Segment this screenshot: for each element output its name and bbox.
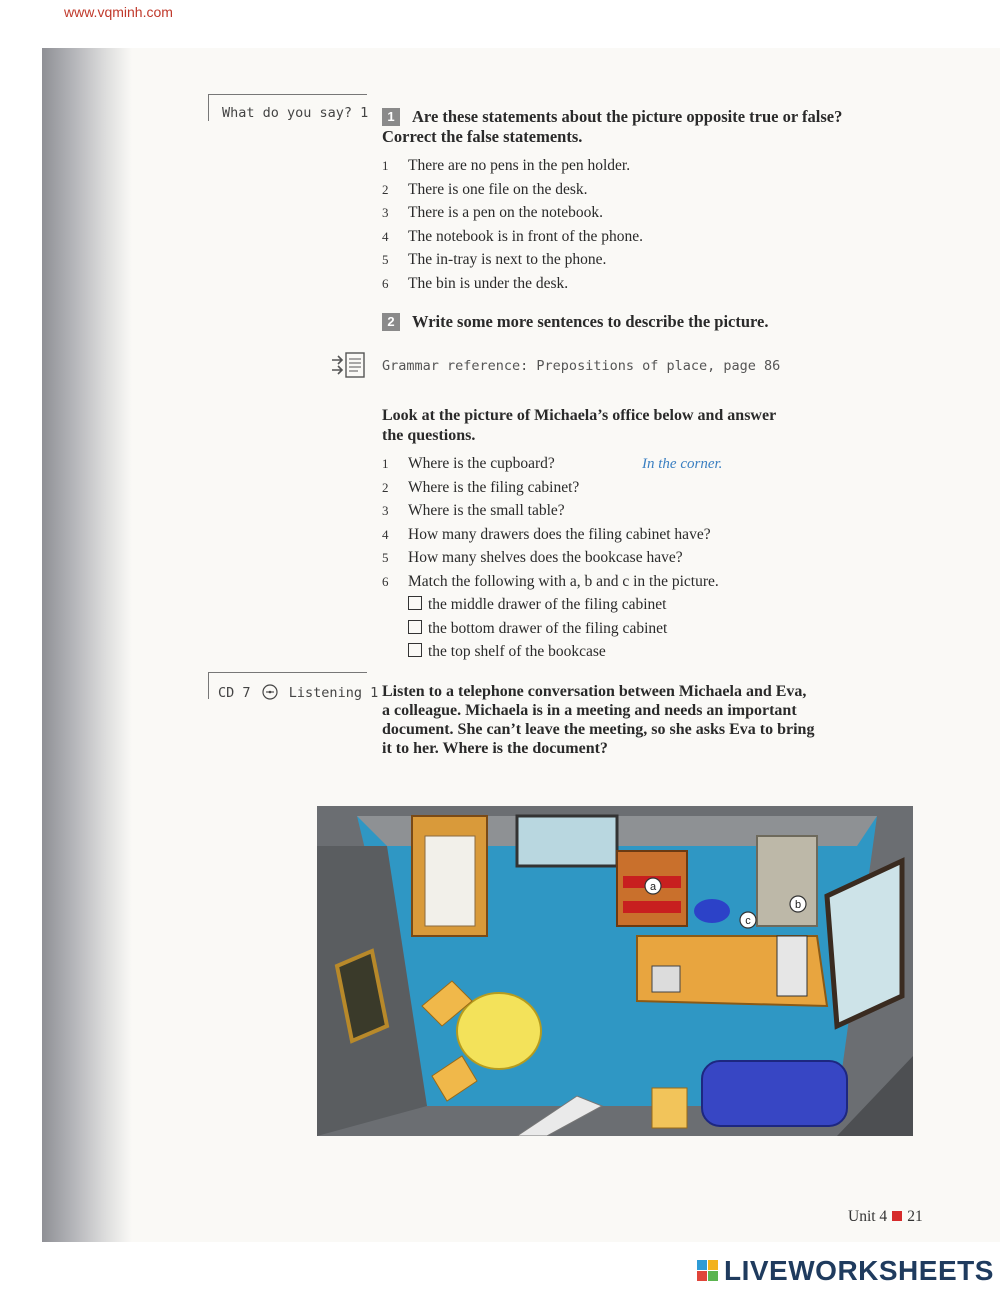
question-item <box>382 572 902 596</box>
page-footer <box>848 1208 923 1226</box>
exercise-2-heading <box>382 312 902 332</box>
liveworksheets-brand[interactable]: LIVEWORKSHEETS <box>724 1255 994 1286</box>
window-top <box>517 816 617 866</box>
listening-line: document. She can’t leave the meeting, so she asks Eva to bring <box>382 721 815 738</box>
item-number: 6 <box>382 573 389 589</box>
exercise-2-heading-text: Write some more sentences to describe the picture. <box>412 312 769 331</box>
example-answer: In the corner. <box>642 456 723 472</box>
exercise-1-heading-line2: Correct the false statements. <box>382 127 583 146</box>
sofa <box>702 1061 847 1126</box>
statement-item <box>382 274 882 298</box>
match-option <box>408 642 828 666</box>
item-number: 6 <box>382 275 389 291</box>
questions-intro-line2: the questions. <box>382 427 476 444</box>
exercise-1-heading-line1: Are these statements about the picture opposite true or false? <box>412 107 843 126</box>
grammar-reference-text: Grammar reference: Prepositions of place, page 86 <box>382 358 781 374</box>
question-text: Match the following with a, b and c in the picture. <box>408 572 719 590</box>
small-table <box>652 1088 687 1128</box>
statement-item <box>382 227 882 251</box>
listening-line: it to her. Where is the document? <box>382 740 608 757</box>
grammar-reference-icon <box>330 350 368 380</box>
statement-text: There are no pens in the pen holder. <box>408 157 631 174</box>
side-label-what-do-you-say: What do you say? 1 <box>222 105 369 121</box>
item-number: 4 <box>382 526 389 542</box>
book-spine-shadow <box>42 48 132 1242</box>
statement-item <box>382 156 882 180</box>
statement-text: There is a pen on the notebook. <box>408 204 603 221</box>
match-checkbox[interactable] <box>408 620 422 634</box>
exercise-number-badge: 1 <box>382 108 400 126</box>
match-option-text: the middle drawer of the filing cabinet <box>428 596 667 613</box>
match-options <box>408 595 828 666</box>
office-picture <box>317 806 913 1136</box>
unit-label: Unit 4 <box>848 1208 888 1225</box>
question-item <box>382 478 902 502</box>
cd-label: CD 7 <box>218 685 251 701</box>
statement-text: The notebook is in front of the phone. <box>408 227 644 245</box>
question-item <box>382 548 902 572</box>
question-text: Where is the cupboard? <box>408 455 555 472</box>
red-square-icon <box>892 1211 902 1221</box>
item-number: 1 <box>382 158 389 173</box>
questions-intro <box>382 406 882 446</box>
item-number: 5 <box>382 550 389 565</box>
question-item <box>382 454 902 478</box>
cd-icon <box>262 684 278 700</box>
statement-item <box>382 250 882 274</box>
question-text: Where is the small table? <box>408 502 565 519</box>
item-number: 2 <box>382 479 389 495</box>
liveworksheets-logo-icon <box>697 1260 719 1282</box>
label-b: b <box>794 899 802 911</box>
label-a: a <box>649 881 657 893</box>
statement-text: The bin is under the desk. <box>408 274 569 292</box>
listening-instructions <box>382 682 902 758</box>
exercise-1-statements <box>382 156 882 297</box>
match-checkbox[interactable] <box>408 596 422 610</box>
listening-label: Listening 1 <box>288 685 379 701</box>
statement-text: There is one file on the desk. <box>408 180 588 198</box>
question-item <box>382 501 902 525</box>
item-number: 2 <box>382 181 389 197</box>
question-item <box>382 525 902 549</box>
item-number: 3 <box>382 205 389 220</box>
match-checkbox[interactable] <box>408 643 422 657</box>
statement-text: The in-tray is next to the phone. <box>408 251 607 268</box>
item-number: 3 <box>382 503 389 518</box>
question-text: How many shelves does the bookcase have? <box>408 549 683 566</box>
question-text: Where is the filing cabinet? <box>408 478 580 496</box>
page-number: 21 <box>907 1208 923 1225</box>
round-table <box>457 993 541 1069</box>
office-chair <box>694 899 730 923</box>
match-option <box>408 595 828 619</box>
listening-line: a colleague. Michaela is in a meeting and needs an important <box>382 702 797 719</box>
match-option-text: the bottom drawer of the filing cabinet <box>428 619 668 637</box>
match-option <box>408 619 828 643</box>
exercise-number-badge: 2 <box>382 313 400 331</box>
match-option-text: the top shelf of the bookcase <box>428 643 606 660</box>
filing-cabinet <box>757 836 817 926</box>
label-c: c <box>745 915 751 927</box>
site-url[interactable]: www.vqminh.com <box>64 4 173 20</box>
statement-item <box>382 180 882 204</box>
statement-item <box>382 203 882 227</box>
item-number: 1 <box>382 456 389 471</box>
questions-list <box>382 454 902 595</box>
item-number: 5 <box>382 252 389 267</box>
listening-side-label <box>218 684 378 701</box>
item-number: 4 <box>382 228 389 244</box>
listening-line: Listen to a telephone conversation between Michaela and Eva, <box>382 683 807 700</box>
exercise-1-heading <box>382 107 902 147</box>
question-text: How many drawers does the filing cabinet have? <box>408 525 711 543</box>
questions-intro-line1: Look at the picture of Michaela’s office below and answer <box>382 407 777 424</box>
